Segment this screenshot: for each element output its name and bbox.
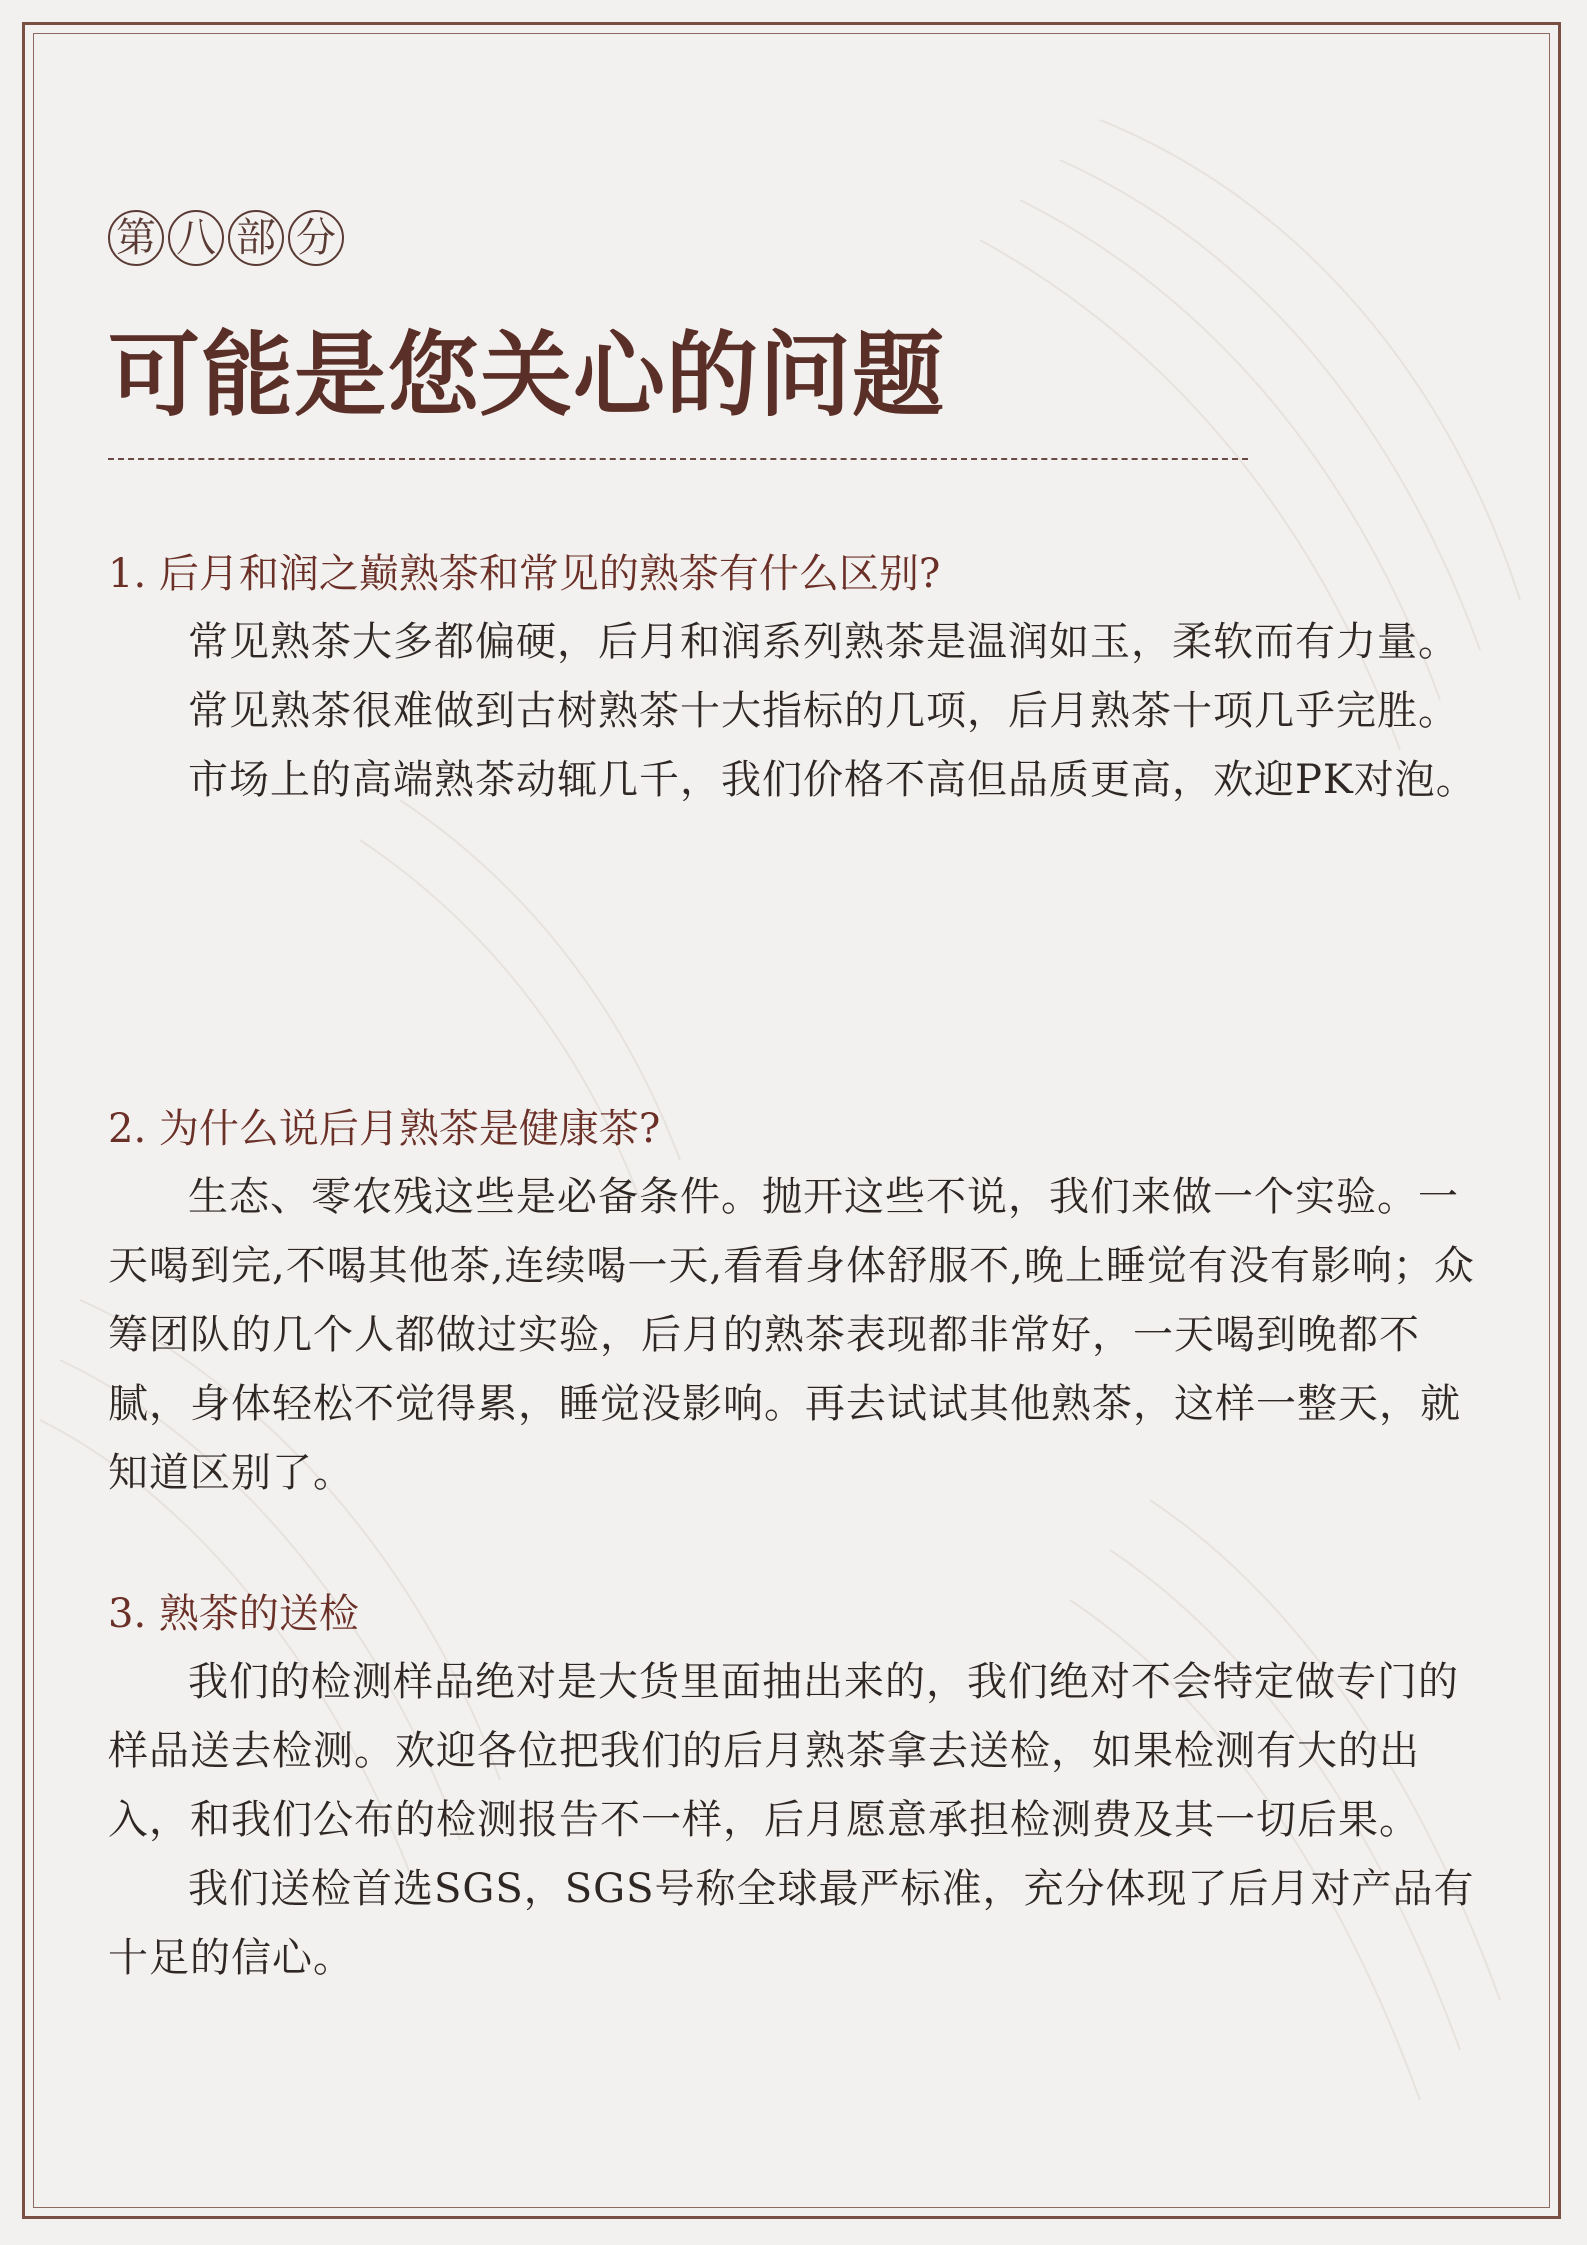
part-label-char: 第 <box>108 210 164 266</box>
part-label-char: 部 <box>228 210 284 266</box>
faq-answer-paragraph: 生态、零农残这些是必备条件。抛开这些不说，我们来做一个实验。一天喝到完,不喝其他茶,连续喝一天,看看身体舒服不,晚上睡觉有没有影响；众筹团队的几个人都做过实验，后月的熟茶表现都非常好，一天喝到晚都不腻，身体轻松不觉得累，睡觉没影响。再去试试其他熟茶，这样一整天，就知道区别了。 <box>108 1174 1475 1496</box>
faq-answer-paragraph: 市场上的高端熟茶动辄几千，我们价格不高但品质更高，欢迎PK对泡。 <box>188 757 1477 803</box>
part-label-char: 八 <box>168 210 224 266</box>
faq-answer-paragraph: 我们送检首选SGS，SGS号称全球最严标准，充分体现了后月对产品有十足的信心。 <box>108 1866 1475 1981</box>
faq-answer-paragraph: 常见熟茶很难做到古树熟茶十大指标的几项，后月熟茶十项几乎完胜。 <box>188 688 1459 734</box>
part-label <box>108 210 344 266</box>
page-title: 可能是您关心的问题 <box>108 322 946 429</box>
faq-section-1 <box>108 540 1480 815</box>
faq-question: 1. 后月和润之巅熟茶和常见的熟茶有什么区别? <box>108 551 941 597</box>
faq-section-3 <box>108 1580 1480 1993</box>
faq-answer-paragraph: 常见熟茶大多都偏硬，后月和润系列熟茶是温润如玉，柔软而有力量。 <box>188 619 1459 665</box>
title-divider <box>108 458 1248 460</box>
faq-section-2 <box>108 1095 1480 1508</box>
faq-question: 2. 为什么说后月熟茶是健康茶? <box>108 1106 661 1152</box>
faq-answer-paragraph: 我们的检测样品绝对是大货里面抽出来的，我们绝对不会特定做专门的样品送去检测。欢迎各位把我们的后月熟茶拿去送检，如果检测有大的出入，和我们公布的检测报告不一样，后月愿意承担检测费及其一切后果。 <box>108 1659 1459 1843</box>
part-label-char: 分 <box>288 210 344 266</box>
faq-question: 3. 熟茶的送检 <box>108 1591 359 1637</box>
